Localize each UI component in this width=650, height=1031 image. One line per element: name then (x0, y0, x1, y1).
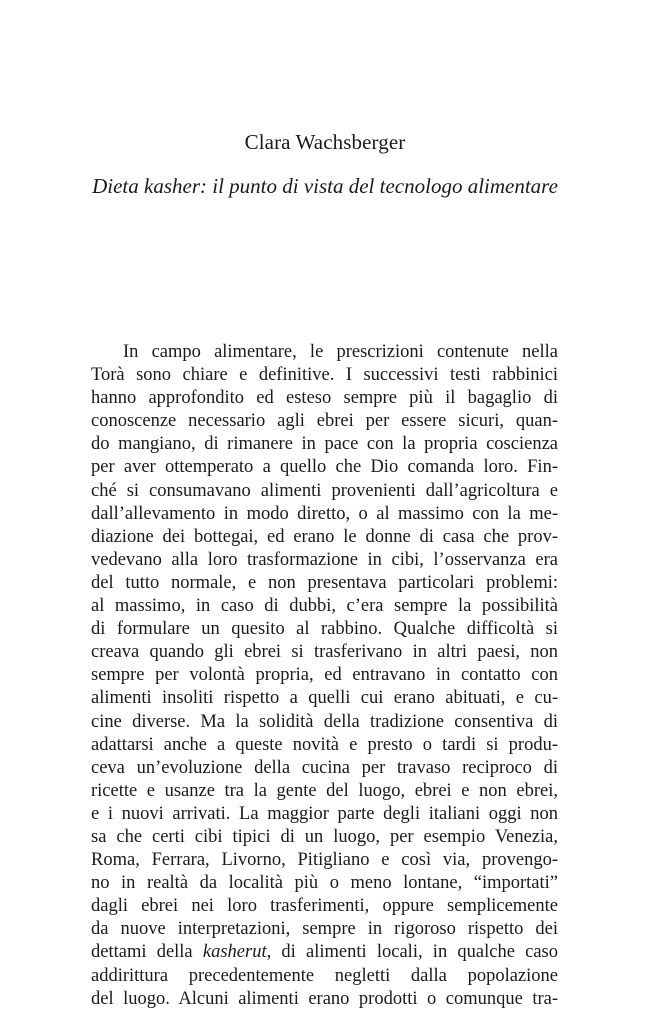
text-line: alimenti insoliti rispetto a quelli cui erano abituati, e cu- (91, 688, 558, 709)
text-line-segment: , di alimenti locali, in qualche caso (266, 942, 559, 963)
text-line: di formulare un quesito al rabbino. Qualche difficoltà si (91, 619, 558, 640)
text-line: Roma, Ferrara, Livorno, Pitigliano e così via, provengo- (91, 850, 558, 871)
text-line: ché si consumavano alimenti provenienti dall’agricoltura e (91, 480, 558, 501)
text-line: do mangiano, di rimanere in pace con la propria coscienza (91, 434, 558, 455)
text-line: da nuove interpretazioni, sempre in rigoroso rispetto dei (91, 919, 558, 940)
body-paragraph (91, 341, 558, 1011)
text-line: addirittura precedentemente negletti dalla popolazione (91, 965, 558, 986)
text-line: dagli ebrei nei loro trasferimenti, oppure semplicemente (91, 896, 558, 917)
text-line: Torà sono chiare e definitive. I successivi testi rabbinici (91, 365, 558, 386)
text-line-segment: dettami della (91, 942, 203, 963)
text-line: In campo alimentare, le prescrizioni contenute nella (123, 342, 558, 362)
text-line: creava quando gli ebrei si trasferivano in altri paesi, non (91, 642, 558, 663)
text-line: ricette e usanze tra la gente del luogo, ebrei e non ebrei, (91, 780, 558, 801)
text-line: al massimo, in caso di dubbi, c’era sempre la possibilità (91, 596, 558, 617)
text-line: del luogo. Alcuni alimenti erano prodotti o comunque tra- (91, 988, 558, 1009)
text-line: del tutto normale, e non presentava particolari problemi: (91, 572, 558, 593)
chapter-title: Dieta kasher: il punto di vista del tecnologo alimentare (92, 174, 558, 198)
text-line: dall’allevamento in modo diretto, o al massimo con la me- (91, 503, 558, 524)
text-line: sa che certi cibi tipici di un luogo, per esempio Venezia, (91, 826, 558, 847)
text-line: adattarsi anche a queste novità e presto o tardi si produ- (91, 734, 558, 755)
text-line: diazione dei bottegai, ed erano le donne di casa che prov- (91, 526, 558, 547)
text-line: sempre per volontà propria, ed entravano in contatto con (91, 665, 558, 686)
text-line: vedevano alla loro trasformazione in cibi, l’osservanza era (91, 549, 558, 570)
text-line: no in realtà da località più o meno lontane, “importati” (91, 873, 558, 894)
text-line: hanno approfondito ed esteso sempre più il bagaglio di (91, 388, 558, 409)
italic-term: kasherut (202, 942, 267, 963)
text-line: cine diverse. Ma la solidità della tradizione consentiva di (91, 711, 558, 732)
text-line: per aver ottemperato a quello che Dio comanda loro. Fin- (91, 457, 558, 478)
text-line: e i nuovi arrivati. La maggior parte degli italiani oggi non (91, 803, 558, 824)
text-line: conoscenze necessario agli ebrei per essere sicuri, quan- (91, 411, 558, 432)
author-name: Clara Wachsberger (244, 130, 406, 154)
text-line: ceva un’evoluzione della cucina per travaso reciproco di (91, 757, 558, 778)
text-line (91, 941, 558, 964)
